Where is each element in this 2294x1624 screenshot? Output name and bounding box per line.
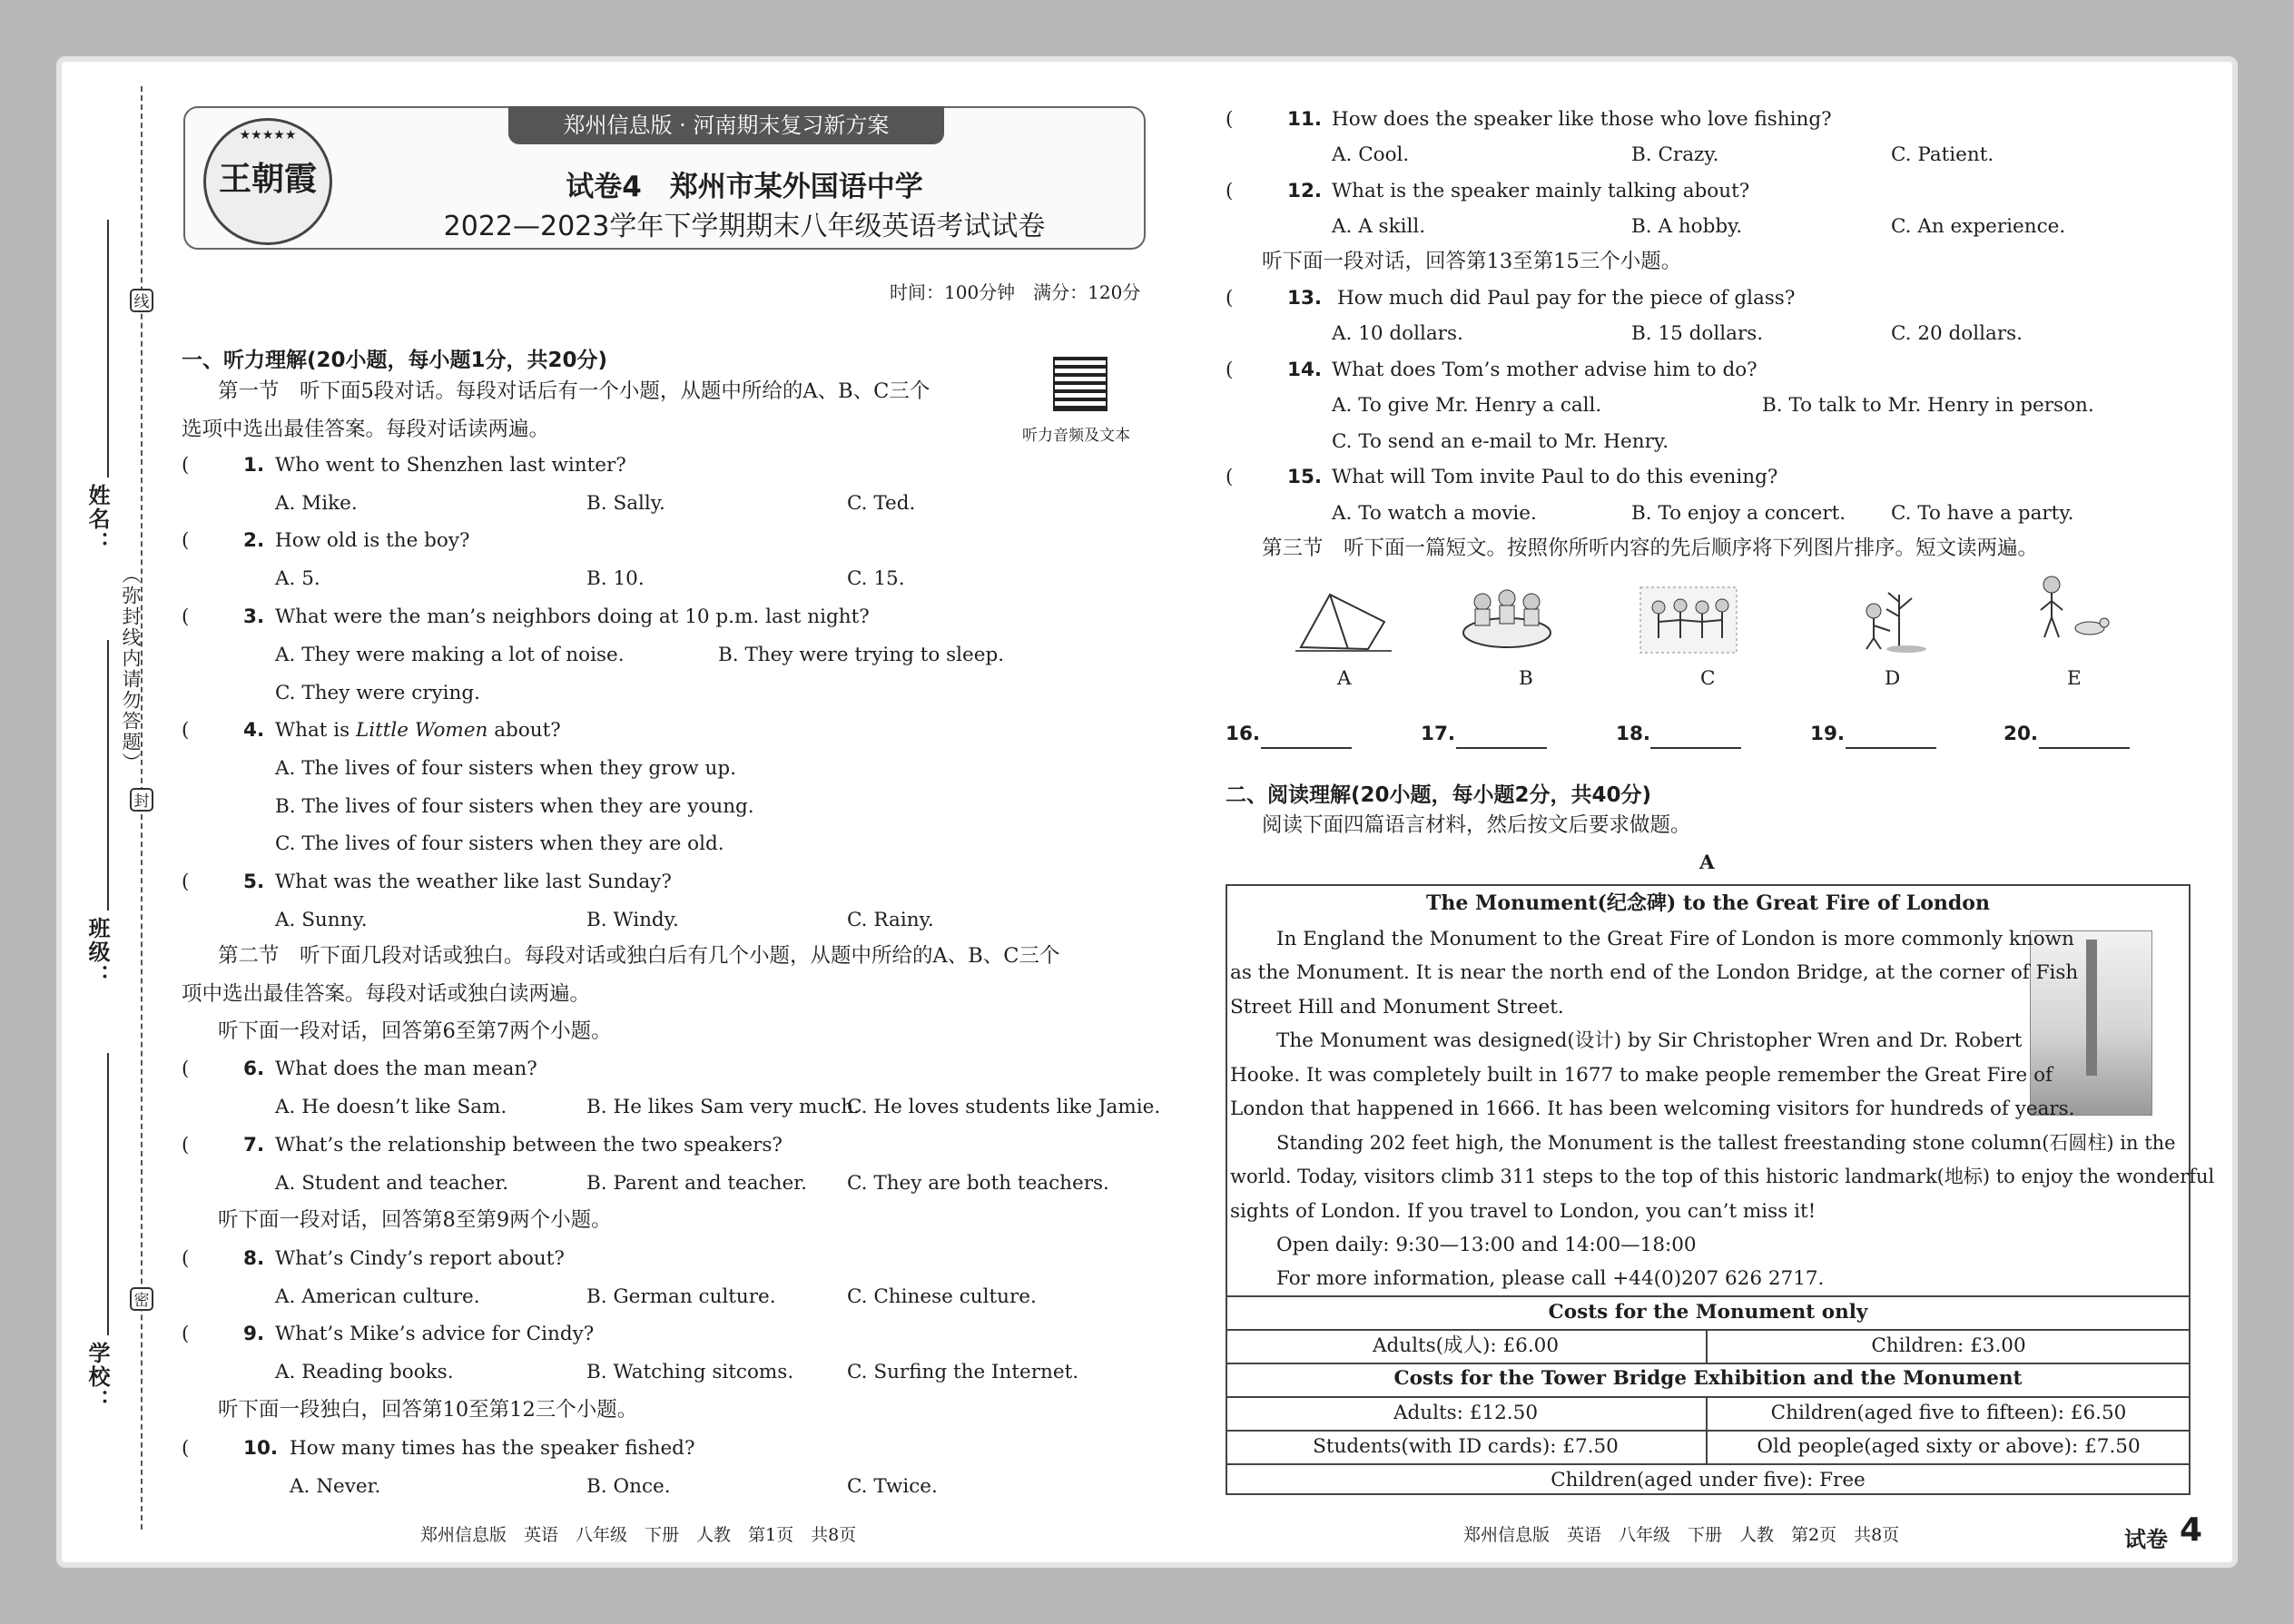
q3-number: 3. <box>243 605 265 628</box>
blank-18-field[interactable] <box>1650 747 1741 749</box>
passage-p1-line1: In England the Monument to the Great Fire of London is more commonly known <box>1276 928 2074 950</box>
picture-label-c: C <box>1700 667 1716 690</box>
seal-box-mi: 密 <box>130 1287 153 1311</box>
blank-20-label: 20. <box>2004 723 2039 745</box>
q9-stem: What’s Mike’s advice for Cindy? <box>275 1323 595 1345</box>
q11-stem: How does the speaker like those who love fishing? <box>1332 108 1832 131</box>
cue-10-12: 听下面一段独白，回答第10至第12三个小题。 <box>218 1398 638 1422</box>
answer-paren[interactable]: ( <box>1226 287 1234 310</box>
q10-stem: How many times has the speaker fished? <box>290 1437 695 1460</box>
q14-option-b: B. To talk to Mr. Henry in person. <box>1762 394 2094 417</box>
cue-13-15: 听下面一段对话，回答第13至第15三个小题。 <box>1262 250 1682 273</box>
q4-number: 4. <box>243 719 265 742</box>
part1-intro-line2: 选项中选出最佳答案。每段对话读两遍。 <box>182 418 550 441</box>
q2-stem: How old is the boy? <box>275 529 470 552</box>
answer-paren[interactable]: ( <box>1226 359 1234 381</box>
q15-option-a: A. To watch a movie. <box>1332 502 1537 525</box>
q3-option-a: A. They were making a lot of noise. <box>275 644 625 666</box>
q5-option-a: A. Sunny. <box>275 909 368 931</box>
q4-option-a: A. The lives of four sisters when they grow up. <box>275 757 736 780</box>
part2-intro-line2: 项中选出最佳答案。每段对话或独白读两遍。 <box>182 982 591 1006</box>
passage-p1-line3: Street Hill and Monument Street. <box>1230 996 1564 1019</box>
q9-option-c: C. Surfing the Internet. <box>847 1361 1079 1383</box>
time-info: 时间：100分钟 满分：120分 <box>890 281 1141 303</box>
cost-students: Students(with ID cards): £7.50 <box>1313 1435 1619 1458</box>
q14-option-c: C. To send an e-mail to Mr. Henry. <box>1332 430 1669 453</box>
cost-old-people: Old people(aged sixty or above): £7.50 <box>1757 1435 2141 1458</box>
q7-number: 7. <box>243 1134 265 1156</box>
q6-option-b: B. He likes Sam very much. <box>586 1096 860 1118</box>
q1-number: 1. <box>243 454 265 477</box>
q7-option-a: A. Student and teacher. <box>275 1172 509 1195</box>
cost-adults: Adults(成人): £6.00 <box>1372 1334 1560 1357</box>
q8-number: 8. <box>243 1247 265 1270</box>
blank-19-label: 19. <box>1810 723 1846 745</box>
passage-p2-line1: The Monument was designed(设计) by Sir Christopher Wren and Dr. Robert <box>1276 1029 2023 1052</box>
picture-d-planting-tree <box>1843 586 1943 655</box>
q13-stem: How much did Paul pay for the piece of glass? <box>1337 287 1796 310</box>
q6-option-a: A. He doesn’t like Sam. <box>275 1096 507 1118</box>
q13-option-a: A. 10 dollars. <box>1332 322 1463 345</box>
q4-book-title: Little Women <box>355 719 488 742</box>
q2-option-a: A. 5. <box>275 567 320 590</box>
q8-option-b: B. German culture. <box>586 1285 776 1308</box>
q14-stem: What does Tom’s mother advise him to do? <box>1332 359 1757 381</box>
passage-letter: A <box>1699 851 1715 874</box>
q4-stem-post: about? <box>487 719 561 742</box>
q4-option-c: C. The lives of four sisters when they are old. <box>275 832 724 855</box>
answer-paren[interactable]: ( <box>182 454 190 477</box>
answer-paren[interactable]: ( <box>182 1437 190 1460</box>
picture-e-boy-with-dog <box>2015 572 2115 641</box>
blank-16-field[interactable] <box>1261 747 1352 749</box>
answer-paren[interactable]: ( <box>1226 108 1234 131</box>
q11-option-c: C. Patient. <box>1891 143 1994 166</box>
footer-left: 郑州信息版 英语 八年级 下册 人教 第1页 共8页 <box>420 1525 857 1545</box>
q1-option-a: A. Mike. <box>275 492 358 515</box>
q6-stem: What does the man mean? <box>275 1058 537 1080</box>
table-rule <box>1226 1363 2191 1364</box>
footer-right: 郑州信息版 英语 八年级 下册 人教 第2页 共8页 <box>1463 1525 1900 1545</box>
q7-stem: What’s the relationship between the two speakers? <box>275 1134 783 1156</box>
q11-option-a: A. Cool. <box>1332 143 1410 166</box>
q7-option-b: B. Parent and teacher. <box>586 1172 807 1195</box>
seal-box-feng: 封 <box>130 788 153 812</box>
answer-paren[interactable]: ( <box>1226 466 1234 488</box>
corner-number: 4 <box>2180 1511 2203 1549</box>
q15-option-c: C. To have a party. <box>1891 502 2074 525</box>
q2-number: 2. <box>243 529 265 552</box>
q5-number: 5. <box>243 871 265 893</box>
paper-subtitle: 2022—2023学年下学期期末八年级英语考试试卷 <box>443 211 1046 242</box>
q10-option-b: B. Once. <box>586 1475 671 1498</box>
q5-option-c: C. Rainy. <box>847 909 934 931</box>
class-field[interactable] <box>107 640 109 910</box>
answer-paren[interactable]: ( <box>182 1134 190 1156</box>
paper-title: 试卷4 郑州市某外国语中学 <box>566 171 923 203</box>
qr-caption: 听力音频及文本 <box>1022 427 1130 445</box>
name-field[interactable] <box>107 220 109 477</box>
blank-17-label: 17. <box>1421 723 1456 745</box>
table-rule <box>1226 1295 2191 1297</box>
answer-paren[interactable]: ( <box>182 719 190 742</box>
part1-intro-line1: 第一节 听下面5段对话。每段对话后有一个小题，从题中所给的A、B、C三个 <box>218 379 930 403</box>
picture-label-b: B <box>1519 667 1533 690</box>
section2-heading: 二、阅读理解(20小题，每小题2分，共40分) <box>1226 783 1652 807</box>
cue-6-7: 听下面一段对话，回答第6至第7两个小题。 <box>218 1019 612 1043</box>
section2-intro: 阅读下面四篇语言材料，然后按文后要求做题。 <box>1262 813 1691 837</box>
section1-heading: 一、听力理解(20小题，每小题1分，共20分) <box>182 349 608 372</box>
q10-option-a: A. Never. <box>290 1475 381 1498</box>
cost-adults-combo: Adults: £12.50 <box>1393 1402 1538 1424</box>
q10-number: 10. <box>243 1437 279 1460</box>
q1-option-b: B. Sally. <box>586 492 665 515</box>
q12-stem: What is the speaker mainly talking about? <box>1332 180 1750 202</box>
q8-stem: What’s Cindy’s report about? <box>275 1247 565 1270</box>
class-label: 班级： <box>84 917 110 988</box>
corner-label: 试卷 <box>2124 1527 2168 1552</box>
cost-children-combo: Children(aged five to fifteen): £6.50 <box>1770 1402 2127 1424</box>
q3-option-c: C. They were crying. <box>275 682 480 704</box>
blank-18-label: 18. <box>1616 723 1651 745</box>
cue-8-9: 听下面一段对话，回答第8至第9两个小题。 <box>218 1208 612 1232</box>
q4-option-b: B. The lives of four sisters when they are young. <box>275 795 754 818</box>
q3-option-b: B. They were trying to sleep. <box>718 644 1005 666</box>
q6-number: 6. <box>243 1058 265 1080</box>
picture-b-family-meal <box>1457 586 1557 655</box>
picture-c-dancing <box>1639 586 1738 655</box>
q12-option-a: A. A skill. <box>1332 215 1426 238</box>
publisher-logo <box>203 118 332 245</box>
q3-stem: What were the man’s neighbors doing at 10 p.m. last night? <box>275 605 870 628</box>
banner-tab: 郑州信息版 · 河南期末复习新方案 <box>508 106 944 144</box>
passage-p3-line1: Standing 202 feet high, the Monument is the tallest freestanding stone column(石圆柱) in the <box>1276 1132 2176 1154</box>
q12-number: 12. <box>1287 180 1323 202</box>
school-field[interactable] <box>107 1053 109 1335</box>
passage-p2-line2: Hooke. It was completely built in 1677 to make people remember the Great Fire of <box>1230 1064 2053 1087</box>
table-rule <box>1226 1396 2191 1398</box>
q15-option-b: B. To enjoy a concert. <box>1631 502 1846 525</box>
q15-stem: What will Tom invite Paul to do this evening? <box>1332 466 1778 488</box>
q8-option-c: C. Chinese culture. <box>847 1285 1037 1308</box>
picture-label-a: A <box>1337 667 1352 690</box>
passage-p2-line3: London that happened in 1666. It has been welcoming visitors for hundreds of years. <box>1230 1097 2075 1120</box>
q7-option-c: C. They are both teachers. <box>847 1172 1109 1195</box>
q15-number: 15. <box>1287 466 1323 488</box>
answer-paren[interactable]: ( <box>182 1323 190 1345</box>
q9-option-b: B. Watching sitcoms. <box>586 1361 794 1383</box>
costs-heading-2: Costs for the Tower Bridge Exhibition and the Monument <box>1393 1367 2023 1390</box>
qr-code[interactable] <box>1053 357 1108 411</box>
q13-option-b: B. 15 dollars. <box>1631 322 1764 345</box>
picture-label-e: E <box>2067 667 2082 690</box>
q13-option-c: C. 20 dollars. <box>1891 322 2023 345</box>
picture-a-tent <box>1294 586 1393 655</box>
q5-option-b: B. Windy. <box>586 909 679 931</box>
answer-paren[interactable]: ( <box>182 529 190 552</box>
passage-p1-line2: as the Monument. It is near the north end of the London Bridge, at the corner of Fish <box>1230 961 2079 984</box>
q14-option-a: A. To give Mr. Henry a call. <box>1332 394 1602 417</box>
q4-stem <box>275 721 561 741</box>
q12-option-b: B. A hobby. <box>1631 215 1743 238</box>
q2-option-c: C. 15. <box>847 567 905 590</box>
q12-option-c: C. An experience. <box>1891 215 2066 238</box>
q6-option-c: C. He loves students like Jamie. <box>847 1096 1161 1118</box>
name-label: 姓名： <box>84 484 110 555</box>
blank-20-field[interactable] <box>2039 747 2130 749</box>
q1-stem: Who went to Shenzhen last winter? <box>275 454 626 477</box>
picture-label-d: D <box>1885 667 1901 690</box>
answer-paren[interactable]: ( <box>182 605 190 628</box>
blank-17-field[interactable] <box>1456 747 1547 749</box>
part3-intro: 第三节 听下面一篇短文。按照你所听内容的先后顺序将下列图片排序。短文读两遍。 <box>1262 536 2039 560</box>
seal-box-xian: 线 <box>130 289 153 312</box>
q11-number: 11. <box>1287 108 1323 131</box>
opening-hours: Open daily: 9:30—13:00 and 14:00—18:00 <box>1276 1234 1697 1256</box>
contact-info: For more information, please call +44(0)207 626 2717. <box>1276 1267 1825 1290</box>
answer-paren[interactable]: ( <box>1226 180 1234 202</box>
q14-number: 14. <box>1287 359 1323 381</box>
q11-option-b: B. Crazy. <box>1631 143 1719 166</box>
q4-stem-pre: What is <box>275 719 356 742</box>
q9-number: 9. <box>243 1323 265 1345</box>
table-rule <box>1226 1329 2191 1331</box>
passage-p3-line2: world. Today, visitors climb 311 steps to the top of this historic landmark(地标) to enjoy the wonderful <box>1230 1166 2215 1187</box>
answer-paren[interactable]: ( <box>182 1247 190 1270</box>
logo-text: 王朝霞 <box>218 160 317 198</box>
q10-option-c: C. Twice. <box>847 1475 938 1498</box>
monument-column <box>2086 940 2097 1076</box>
part2-intro-line1: 第二节 听下面几段对话或独白。每段对话或独白后有几个小题，从题中所给的A、B、C三个 <box>218 944 1060 968</box>
school-label: 学校： <box>84 1342 110 1412</box>
q2-option-b: B. 10. <box>586 567 645 590</box>
seal-notice: （弥封线内请勿答题） <box>121 561 140 777</box>
passage-title: The Monument(纪念碑) to the Great Fire of London <box>1426 891 1990 915</box>
blank-16-label: 16. <box>1226 723 1261 745</box>
passage-p3-line3: sights of London. If you travel to London, you can’t miss it! <box>1230 1200 1816 1223</box>
blank-19-field[interactable] <box>1846 747 1936 749</box>
answer-paren[interactable]: ( <box>182 1058 190 1080</box>
costs-heading-1: Costs for the Monument only <box>1548 1301 1868 1324</box>
q9-option-a: A. Reading books. <box>275 1361 454 1383</box>
q13-number: 13. <box>1287 287 1323 310</box>
q5-stem: What was the weather like last Sunday? <box>275 871 672 893</box>
logo-stars: ★★★★★ <box>239 128 297 143</box>
cost-children: Children: £3.00 <box>1871 1334 2026 1357</box>
answer-paren[interactable]: ( <box>182 871 190 893</box>
q8-option-a: A. American culture. <box>275 1285 480 1308</box>
table-rule <box>1226 1463 2191 1465</box>
cost-under-five: Children(aged under five): Free <box>1551 1469 1866 1491</box>
table-rule <box>1226 1430 2191 1432</box>
q1-option-c: C. Ted. <box>847 492 916 515</box>
